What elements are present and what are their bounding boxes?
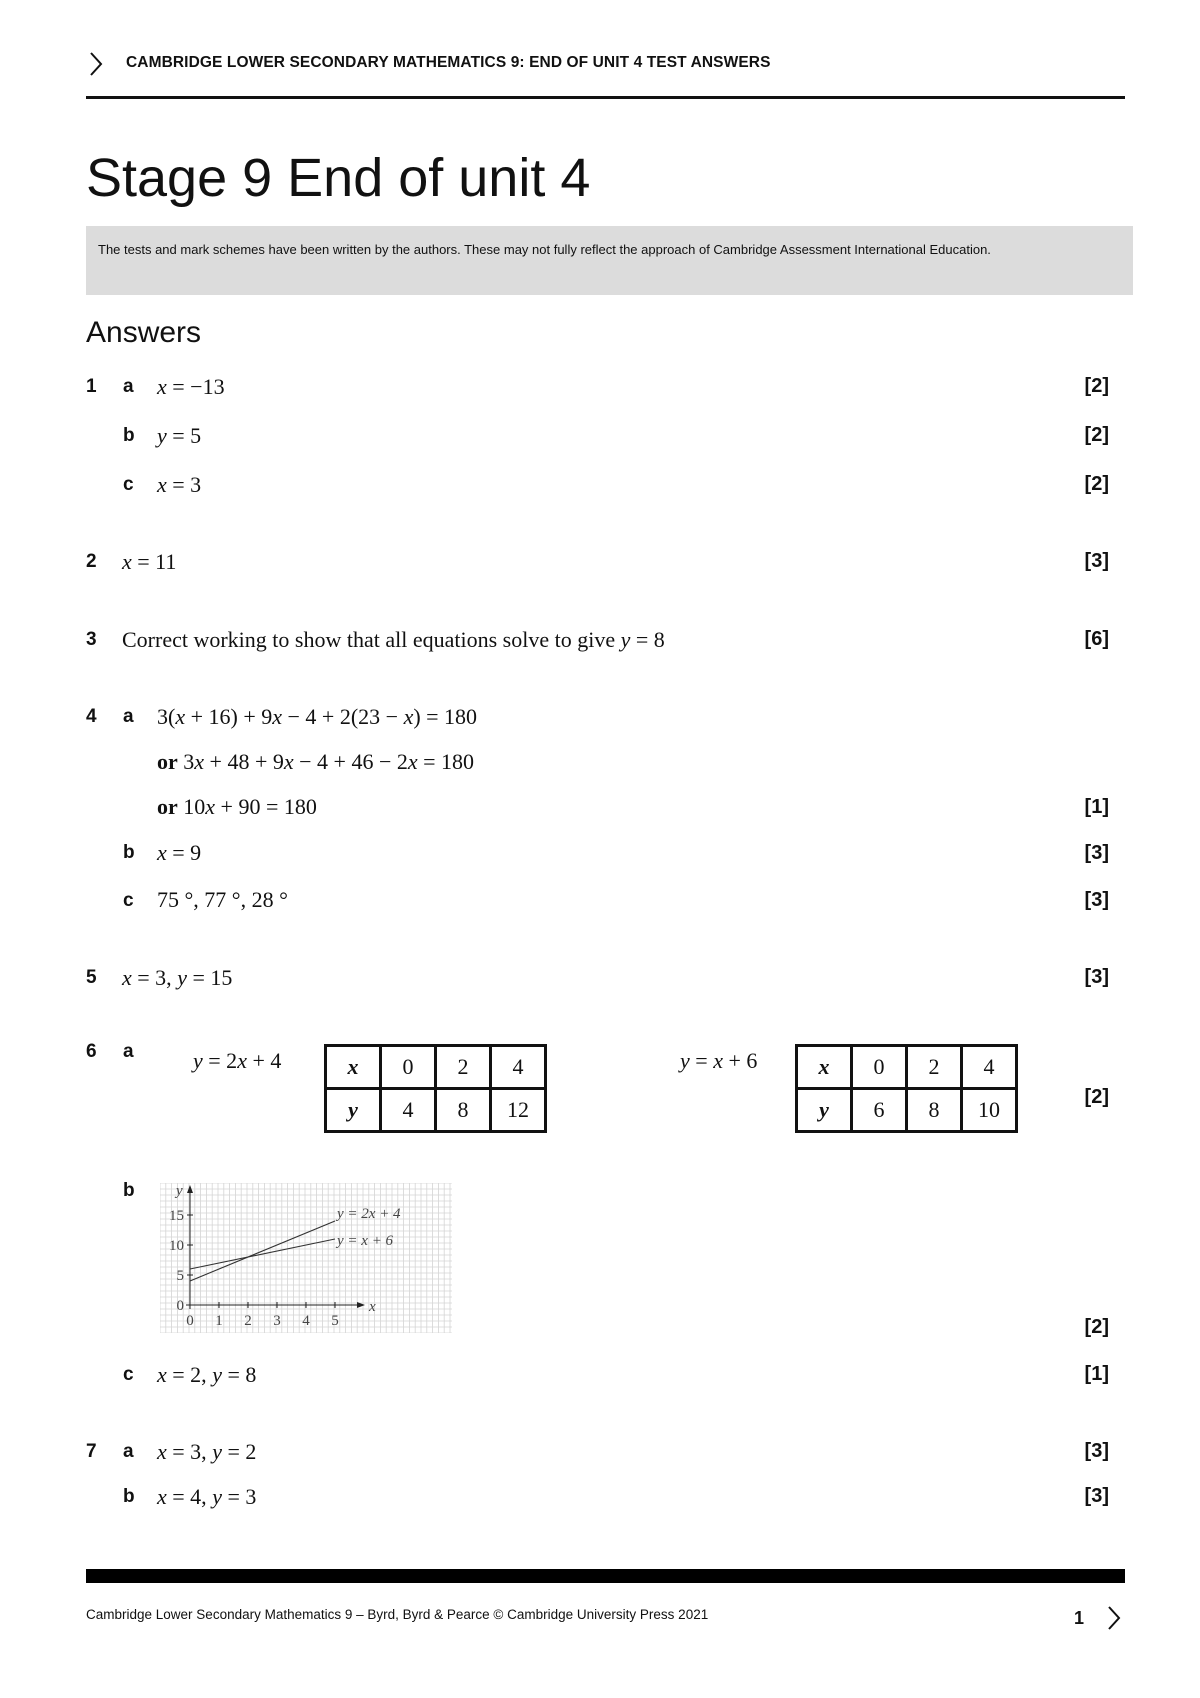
table-row	[797, 1046, 1017, 1089]
series-line	[190, 1221, 335, 1281]
or-label: or	[157, 749, 178, 774]
mark-4c: [3]	[1084, 889, 1109, 911]
answer-7a-x-rest: = 3,	[166, 1439, 213, 1464]
part-label-6b: b	[123, 1180, 135, 1201]
table-cell: 8	[436, 1089, 491, 1132]
mark-6a: [2]	[1084, 1086, 1109, 1108]
answer-7a	[157, 1439, 256, 1465]
series-label: y = x + 6	[337, 1233, 394, 1249]
answer-6c-x-rest: = 2,	[166, 1362, 213, 1387]
x-tick-label: 0	[186, 1313, 194, 1329]
mark-2: [3]	[1084, 550, 1109, 572]
table-cell: 4	[381, 1089, 436, 1132]
part-label-4b: b	[123, 842, 135, 863]
table-cell: 2	[436, 1046, 491, 1089]
table-header-y: y	[797, 1089, 852, 1132]
table-cell: 12	[491, 1089, 546, 1132]
answer-3-var: y	[620, 627, 631, 652]
answer-7b-x: x	[157, 1484, 167, 1509]
answer-4b-var: x	[157, 840, 167, 865]
answer-4a-line2: or 3x + 48 + 9x − 4 + 46 − 2x = 180	[157, 749, 475, 774]
answer-4b-rest: = 9	[166, 840, 202, 865]
disclaimer-box	[86, 226, 1133, 295]
x-tick-label: 4	[302, 1313, 310, 1329]
answer-5-x-rest: = 3,	[131, 965, 178, 990]
answer-6c-y: y	[212, 1362, 222, 1387]
x-tick-label: 3	[273, 1313, 281, 1329]
table-cell: 0	[381, 1046, 436, 1089]
answer-4c: 75 °, 77 °, 28 °	[157, 887, 288, 912]
question-number-4: 4	[86, 706, 97, 727]
mark-6b: [2]	[1084, 1316, 1109, 1338]
answer-6c	[157, 1362, 256, 1388]
table-cell: 4	[491, 1046, 546, 1089]
values-table-2	[795, 1044, 1018, 1133]
page-number: 1	[1074, 1608, 1085, 1628]
y-tick-label: 5	[176, 1268, 184, 1284]
answer-6c-x: x	[157, 1362, 167, 1387]
x-tick-label: 5	[331, 1313, 339, 1329]
question-number-6: 6	[86, 1041, 97, 1062]
mark-6c: [1]	[1084, 1363, 1109, 1385]
mark-1a: [2]	[1084, 375, 1109, 397]
footer-bar	[86, 1569, 1125, 1583]
mark-3: [6]	[1084, 628, 1109, 650]
answer-7b-y-rest: = 3	[221, 1484, 257, 1509]
chevron-right-icon	[1104, 1604, 1124, 1632]
table-header-y: y	[326, 1089, 381, 1132]
answer-5-y-rest: = 15	[186, 965, 233, 990]
answer-7b	[157, 1484, 256, 1510]
x-axis-label: x	[369, 1299, 376, 1315]
question-number-2: 2	[86, 551, 97, 572]
values-table-1	[324, 1044, 547, 1133]
answer-1a-var: x	[157, 374, 167, 399]
table-cell: 6	[852, 1089, 907, 1132]
y-tick-label: 10	[169, 1238, 184, 1254]
answer-2-var: x	[122, 549, 132, 574]
answer-3-text: Correct working to show that all equations solve to give	[122, 627, 621, 652]
header-divider	[86, 96, 1125, 99]
answer-2-rest: = 11	[131, 549, 177, 574]
answer-5-x: x	[122, 965, 132, 990]
table-cell: 0	[852, 1046, 907, 1089]
x-tick-label: 2	[244, 1313, 252, 1329]
part-label-4a: a	[123, 706, 134, 727]
answer-1a	[157, 374, 225, 400]
series-label: y = 2x + 4	[337, 1206, 401, 1222]
answer-7b-x-rest: = 4,	[166, 1484, 213, 1509]
mark-1b: [2]	[1084, 424, 1109, 446]
equation-label-2: y = x + 6	[680, 1048, 758, 1073]
table-cell: 10	[962, 1089, 1017, 1132]
part-label-6a: a	[123, 1041, 134, 1062]
answer-1c	[157, 472, 201, 498]
answer-7a-x: x	[157, 1439, 167, 1464]
answer-3	[122, 627, 665, 653]
or-label: or	[157, 794, 178, 819]
answer-2	[122, 549, 176, 575]
table-row	[326, 1089, 546, 1132]
answer-1c-var: x	[157, 472, 167, 497]
x-tick-label: 1	[215, 1313, 223, 1329]
answer-4a-line3: or 10x + 90 = 180	[157, 794, 317, 819]
answer-1a-rest: = −13	[166, 374, 225, 399]
header-title: CAMBRIDGE LOWER SECONDARY MATHEMATICS 9: END OF UNIT 4 TEST ANSWERS	[126, 54, 771, 71]
table-header-x: x	[326, 1046, 381, 1089]
part-label-1c: c	[123, 474, 134, 495]
mark-4a: [1]	[1084, 796, 1109, 818]
y-tick-label: 15	[169, 1208, 184, 1224]
table-row	[797, 1089, 1017, 1132]
part-label-1a: a	[123, 376, 134, 397]
answer-5-y: y	[177, 965, 187, 990]
mark-1c: [2]	[1084, 473, 1109, 495]
answer-3-rest: = 8	[630, 627, 665, 652]
table-cell: 8	[907, 1089, 962, 1132]
part-label-4c: c	[123, 890, 134, 911]
answer-7a-y-rest: = 2	[221, 1439, 257, 1464]
answer-1c-rest: = 3	[166, 472, 202, 497]
y-axis-label: y	[176, 1183, 183, 1199]
part-label-7b: b	[123, 1486, 135, 1507]
question-number-3: 3	[86, 629, 97, 650]
table-row	[326, 1046, 546, 1089]
mark-4b: [3]	[1084, 842, 1109, 864]
chevron-right-icon	[86, 50, 106, 78]
disclaimer-text: The tests and mark schemes have been written by the authors. These may not fully reflect the approach of Cambridge Assessment International Education.	[98, 242, 991, 257]
answer-1b-rest: = 5	[166, 423, 202, 448]
part-label-6c: c	[123, 1364, 134, 1385]
footer-copyright: Cambridge Lower Secondary Mathematics 9 – Byrd, Byrd & Pearce © Cambridge University Press 2021	[86, 1607, 709, 1622]
equation-label-1: y = 2x + 4	[193, 1048, 282, 1073]
series-line	[190, 1239, 335, 1269]
page-title: Stage 9 End of unit 4	[86, 148, 591, 208]
part-label-7a: a	[123, 1441, 134, 1462]
table-cell: 2	[907, 1046, 962, 1089]
table-cell: 4	[962, 1046, 1017, 1089]
question-number-7: 7	[86, 1441, 97, 1462]
question-number-1: 1	[86, 376, 97, 397]
answer-4a-line1: 3(x + 16) + 9x − 4 + 2(23 − x) = 180	[157, 704, 478, 729]
answer-5	[122, 965, 232, 991]
answer-1b-var: y	[157, 423, 167, 448]
mark-7a: [3]	[1084, 1440, 1109, 1462]
answer-6c-y-rest: = 8	[221, 1362, 257, 1387]
question-number-5: 5	[86, 967, 97, 988]
table-header-x: x	[797, 1046, 852, 1089]
part-label-1b: b	[123, 425, 135, 446]
answer-7b-y: y	[212, 1484, 222, 1509]
answers-heading: Answers	[86, 316, 202, 349]
y-tick-label: 0	[176, 1298, 184, 1314]
answer-1b	[157, 423, 201, 449]
answer-4b	[157, 840, 201, 866]
mark-7b: [3]	[1084, 1485, 1109, 1507]
mark-5: [3]	[1084, 966, 1109, 988]
line-graph	[160, 1183, 452, 1333]
answer-7a-y: y	[212, 1439, 222, 1464]
